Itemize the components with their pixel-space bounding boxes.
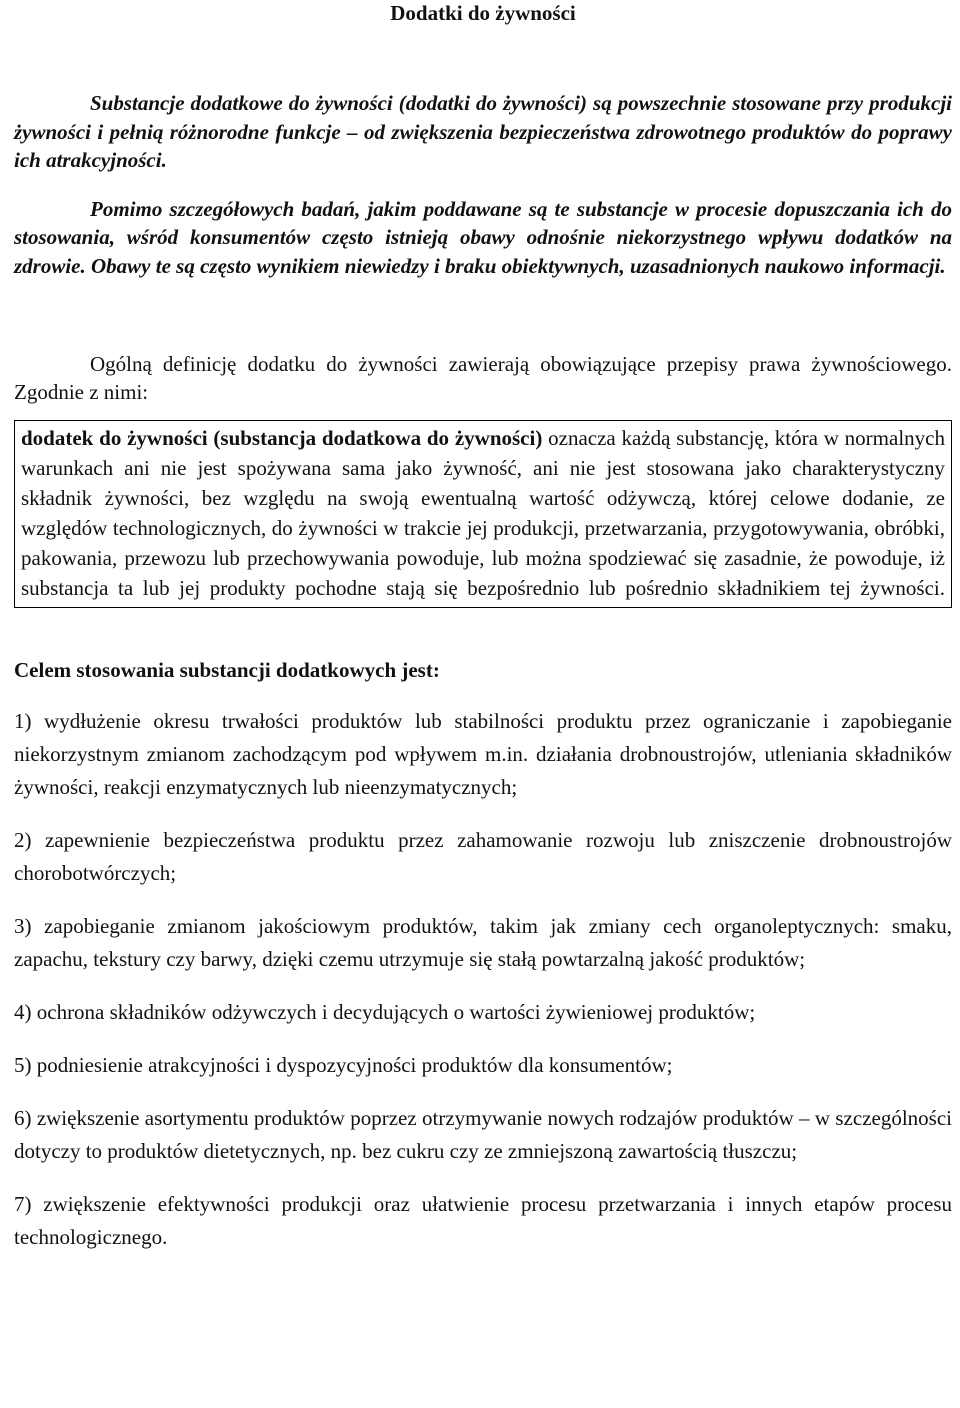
purpose-item-7: 7) zwiększenie efektywności produkcji oraz ułatwienie procesu przetwarzania i innych etapów procesu technologicznego.	[14, 1192, 952, 1249]
purpose-item-6: 6) zwiększenie asortymentu produktów poprzez otrzymywanie nowych rodzajów produktów – w szczególności dotyczy to produktów dietetycznych, np. bez cukru czy ze zmniejszoną zawartością tłuszczu;	[14, 1106, 952, 1163]
purpose-item-2: 2) zapewnienie bezpieczeństwa produktu przez zahamowanie rozwoju lub zniszczenie drobnoustrojów chorobotwórczych;	[14, 828, 952, 885]
purpose-item-1: 1) wydłużenie okresu trwałości produktów lub stabilności produktu przez ograniczanie i zapobieganie niekorzystnym zmianom zachodzącym pod wpływem m.in. działania drobnoustrojów, utleniania składników żywności, reakcji enzymatycznych lub nieenzymatycznych;	[14, 709, 952, 799]
purpose-heading: Celem stosowania substancji dodatkowych jest:	[14, 658, 440, 682]
document-page	[14, 0, 952, 1254]
purpose-item-4: 4) ochrona składników odżywczych i decydujących o wartości żywieniowej produktów;	[14, 1000, 756, 1024]
definition-intro: Ogólną definicję dodatku do żywności zawierają obowiązujące przepisy prawa żywnościowego. Zgodnie z nimi:	[14, 352, 952, 404]
purpose-item-5: 5) podniesienie atrakcyjności i dyspozycyjności produktów dla konsumentów;	[14, 1053, 673, 1077]
definition-text: oznacza każdą substancję, która w normalnych warunkach ani nie jest spożywana sama jako żywność, ani nie jest stosowana jako charakterystyczny składnik żywności, bez względu na swoją ewentualną wartość odżywczą, której celowe dodanie, ze względów technologicznych, do żywności w trakcie jej produkcji, przetwarzania, przygotowywania, obróbki, pakowania, przewozu lub przechowywania powoduje, lub można spodziewać się zasadnie, że powoduje, iż substancja ta lub jej produkty pochodne stają się bezpośrednio lub pośrednio składnikiem tej żywności.	[21, 426, 945, 600]
intro-paragraph: Substancje dodatkowe do żywności (dodatki do żywności) są powszechnie stosowane przy produkcji żywności i pełnią różnorodne funkcje – od zwiększenia bezpieczeństwa zdrowotnego produktów do poprawy ich atrakcyjności.	[14, 91, 952, 172]
second-paragraph: Pomimo szczegółowych badań, jakim poddawane są te substancje w procesie dopuszczania ich do stosowania, wśród konsumentów często istnieją obawy odnośnie niekorzystnego wpływu dodatków na zdrowie. Obawy te są często wynikiem niewiedzy i braku obiektywnych, uzasadnionych naukowo informacji.	[14, 196, 952, 278]
purpose-item-3: 3) zapobieganie zmianom jakościowym produktów, takim jak zmiany cech organoleptycznych: smaku, zapachu, tekstury czy barwy, dzięki czemu utrzymuje się stałą powtarzalną jakość produktów;	[14, 914, 952, 971]
document-title: Dodatki do żywności	[390, 1, 576, 25]
definition-term: dodatek do żywności (substancja dodatkowa do żywności)	[21, 426, 543, 450]
definition-box	[14, 420, 952, 608]
